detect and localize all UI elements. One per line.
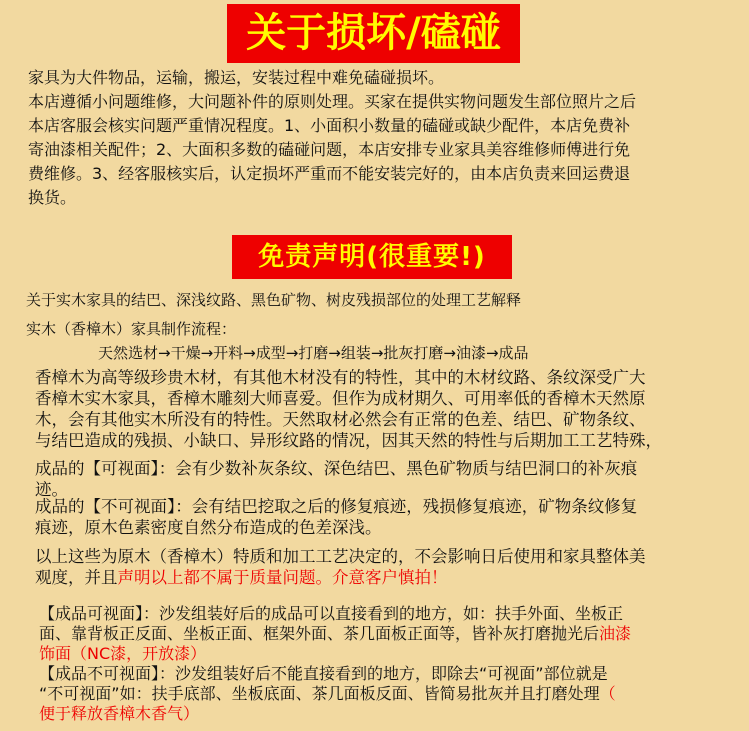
visible-line-2: 迹。 bbox=[35, 480, 68, 499]
def-line-5-text: “不可视面”如：扶手底部、坐板底面、茶几面板反面、皆简易批灰并且打磨处理 bbox=[39, 684, 600, 703]
surface-definitions bbox=[39, 604, 631, 724]
process-title: 实木（香樟木）家具制作流程： bbox=[26, 320, 237, 338]
invisible-line-1: 成品的【不可视面】：会有结巴挖取之后的修复痕迹，残损修复痕迹，矿物条纹修复 bbox=[35, 497, 638, 516]
visible-line-1: 成品的【可视面】：会有少数补灰条纹、深色结巴、黑色矿物质与结巴洞口的补灰痕 bbox=[35, 459, 638, 478]
damage-section-banner: 关于损坏/磕碰 bbox=[227, 4, 520, 63]
conclusion-note bbox=[35, 546, 646, 588]
conclusion-line-1: 以上这些为原木（香樟木）特质和加工工艺决定的，不会影响日后使用和家具整体美 bbox=[35, 547, 646, 566]
paren-highlight: （ bbox=[599, 684, 616, 703]
visible-surface-note bbox=[35, 458, 637, 500]
conclusion-line-2 bbox=[35, 567, 646, 588]
desc-line-1: 香樟木为高等级珍贵木材，有其他木材没有的特性，其中的木材纹路、条纹深受广大 bbox=[35, 368, 646, 387]
damage-policy-text bbox=[28, 66, 636, 210]
damage-line-4: 寄油漆相关配件；2、大面积多数的磕碰问题，本店安排专业家具美容维修师傅进行免 bbox=[28, 140, 631, 159]
damage-line-5: 费维修。3、经客服核实后，认定损坏严重而不能安装完好的，由本店负责来回运费退 bbox=[28, 164, 631, 183]
desc-line-2: 香樟木实木家具，香樟木雕刻大师喜爱。但作为成材期久、可用率低的香樟木天然原 bbox=[35, 389, 646, 408]
def-line-4: 【成品不可视面】：沙发组装好后不能直接看到的地方，即除去“可视面”部位就是 bbox=[39, 664, 608, 683]
conclusion-line-2-text: 观度，并且 bbox=[35, 568, 118, 587]
camphor-description bbox=[35, 367, 662, 451]
disclaimer-section-banner: 免责声明(很重要!) bbox=[232, 235, 512, 279]
def-line-2-text: 面、靠背板正反面、坐板正面、框架外面、茶几面板正面等，皆补灰打磨抛光后 bbox=[39, 624, 600, 643]
invisible-surface-note bbox=[35, 496, 637, 538]
disclaimer-intro: 关于实木家具的结巴、深浅纹路、黑色矿物、树皮残损部位的处理工艺解释 bbox=[26, 291, 522, 309]
desc-line-4: 与结巴造成的残损、小缺口、异形纹路的情况，因其天然的特性与后期加工工艺特殊， bbox=[35, 431, 662, 450]
damage-line-1: 家具为大件物品，运输，搬运，安装过程中难免磕碰损坏。 bbox=[28, 68, 445, 87]
damage-line-2: 本店遵循小问题维修，大问题补件的原则处理。买家在提供实物问题发生部位照片之后 bbox=[28, 92, 637, 111]
invisible-line-2: 痕迹，原木色素密度自然分布造成的色差深浅。 bbox=[35, 518, 382, 537]
paint-highlight: 油漆 bbox=[599, 624, 632, 643]
def-line-1: 【成品可视面】：沙发组装好后的成品可以直接看到的地方，如：扶手外面、坐板正 bbox=[39, 604, 624, 623]
def-line-3: 饰面（NC漆，开放漆） bbox=[39, 644, 207, 663]
desc-line-3: 木，会有其他实木所没有的特性。天然取材必然会有正常的色差、结巴、矿物条纹、 bbox=[35, 410, 646, 429]
process-steps: 天然选材→干燥→开料→成型→打磨→组装→批灰打磨→油漆→成品 bbox=[98, 344, 529, 362]
damage-line-6: 换货。 bbox=[28, 188, 77, 207]
def-line-2 bbox=[39, 624, 631, 644]
damage-line-3: 本店客服会核实问题严重情况程度。1、小面积小数量的磕碰或缺少配件，本店免费补 bbox=[28, 116, 631, 135]
def-line-6: 便于释放香樟木香气） bbox=[39, 704, 200, 723]
def-line-5 bbox=[39, 684, 631, 704]
quality-disclaimer-highlight: 声明以上都不属于质量问题。介意客户慎拍！ bbox=[117, 568, 448, 587]
